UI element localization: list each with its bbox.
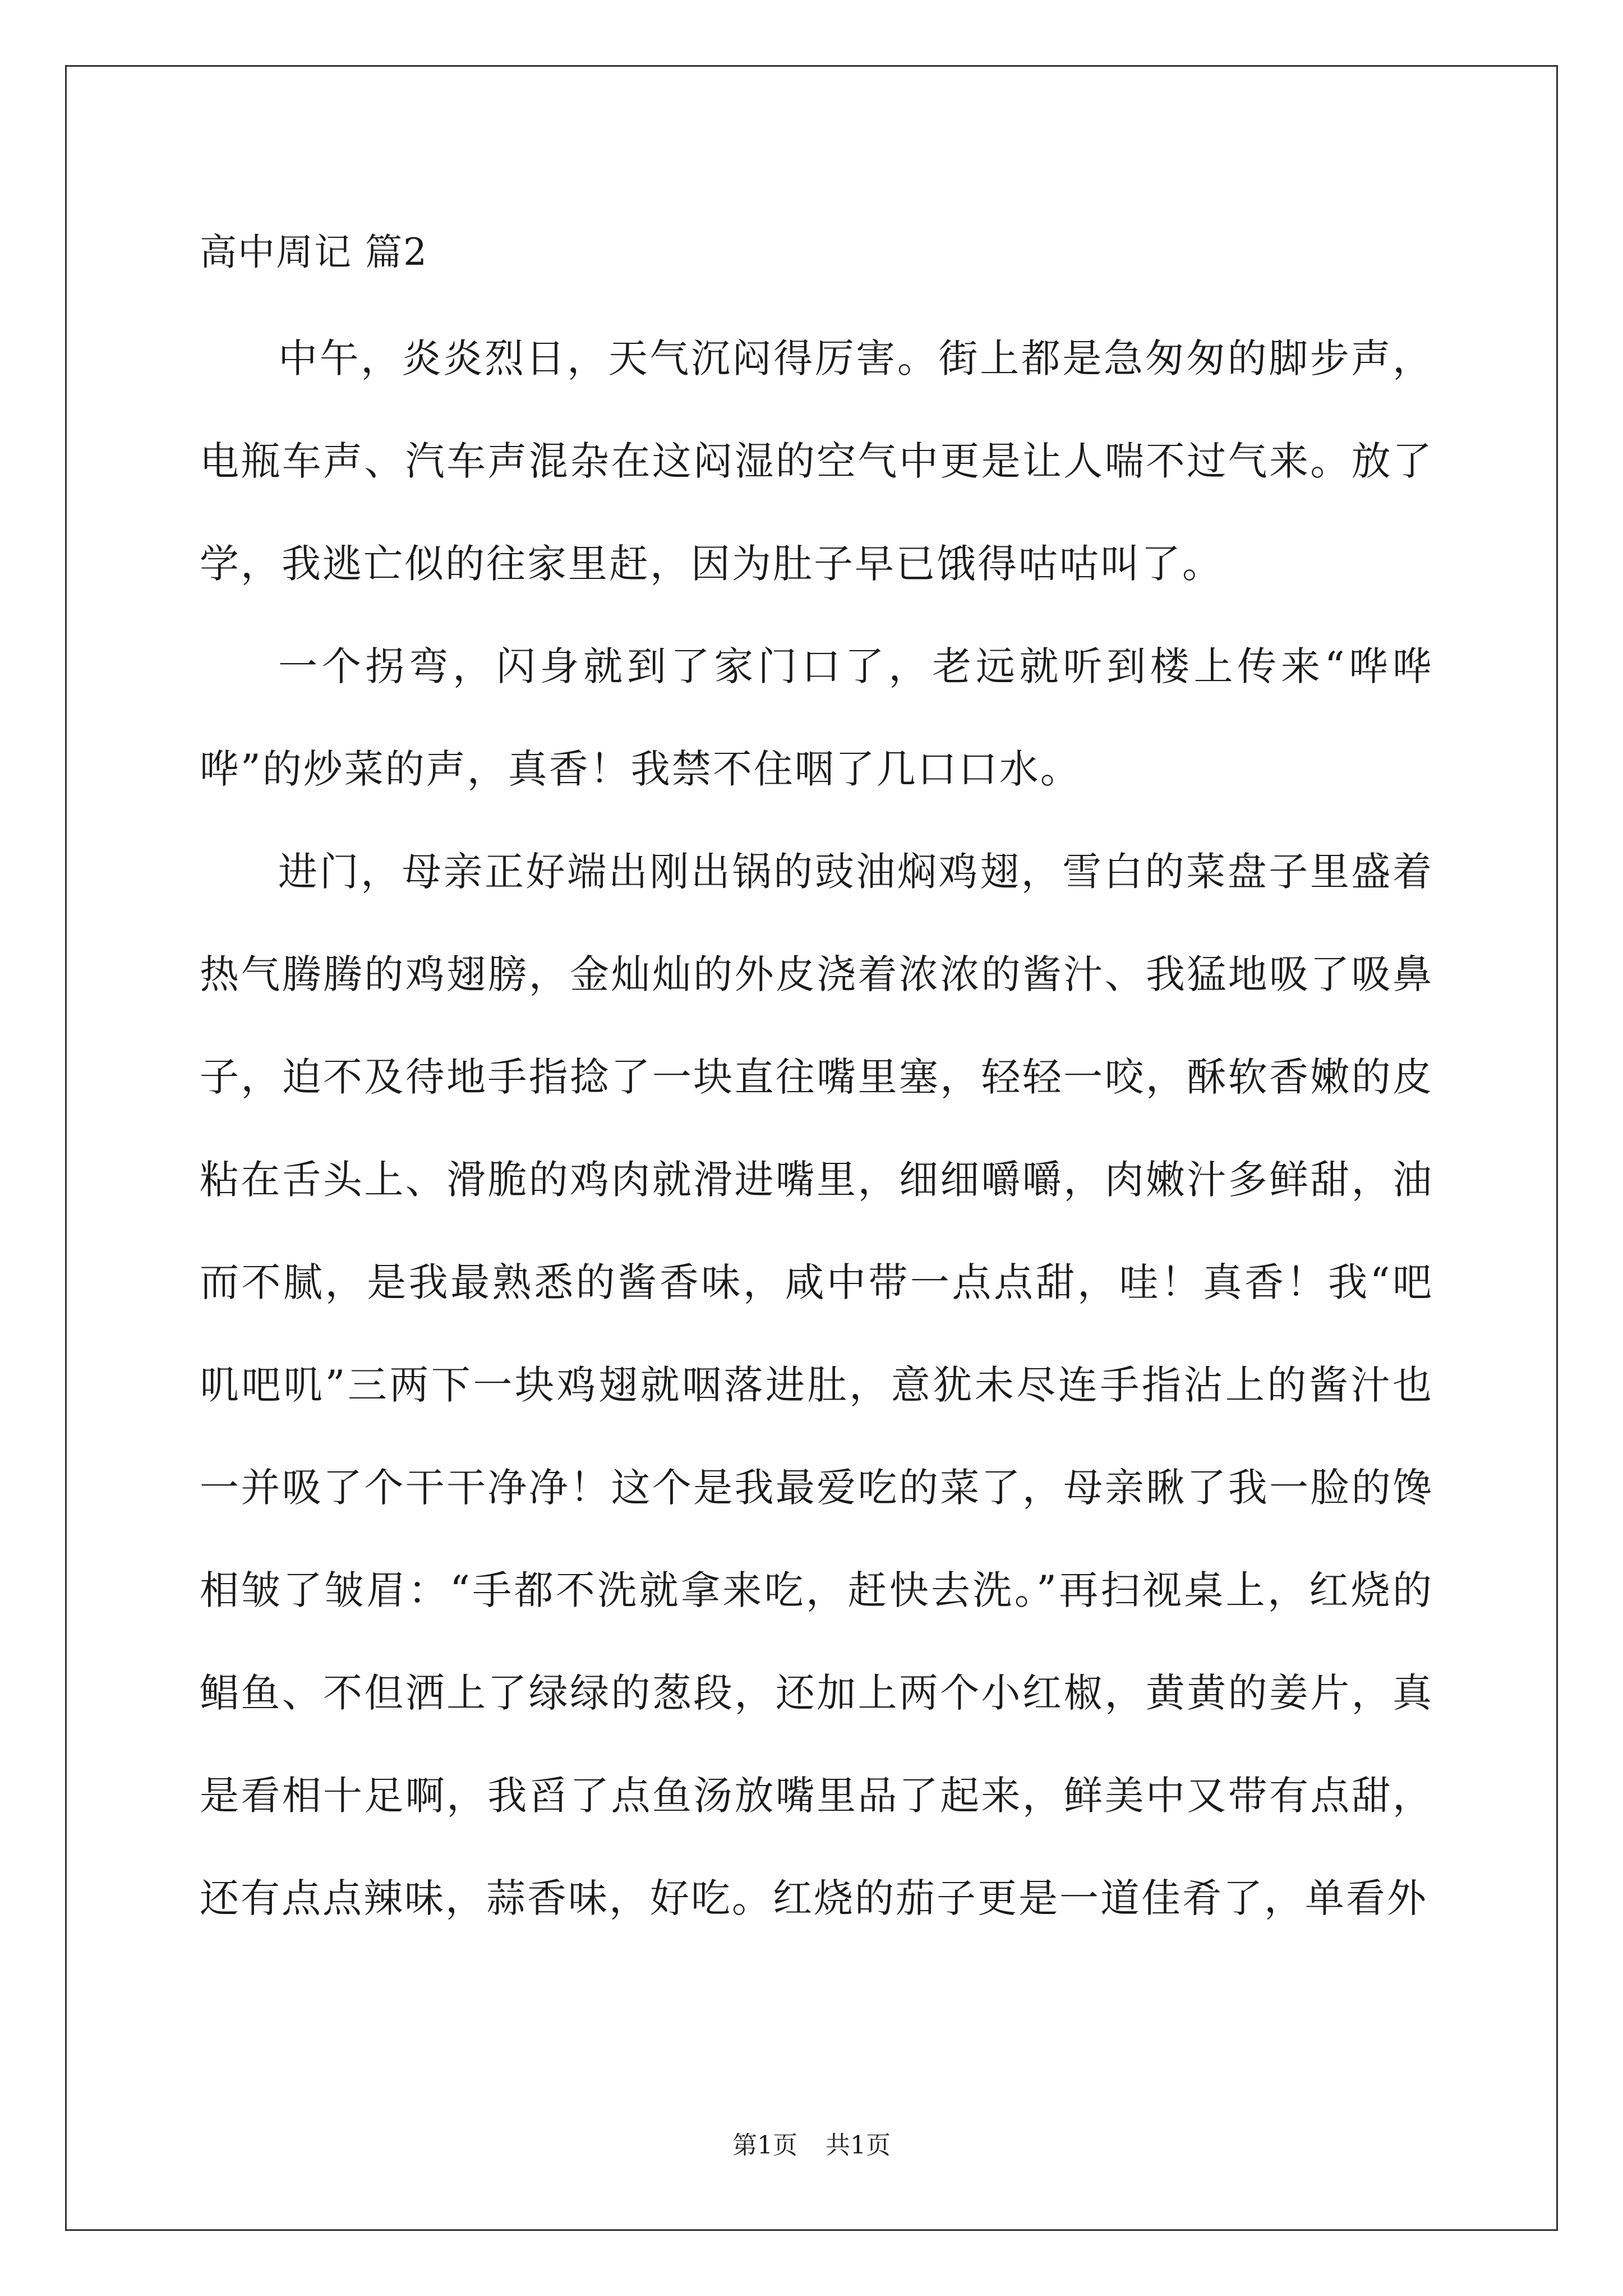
page-number: 第1页 xyxy=(732,2131,797,2160)
paragraph-3: 进门，母亲正好端出刚出锅的豉油焖鸡翅，雪白的菜盘子里盛着热气腾腾的鸡翅膀，金灿灿的外皮浇着浓浓的酱汁、我猛地吸了吸鼻子，迫不及待地手指捻了一块直往嘴里塞，轻轻一咬，酥软香嫩的皮粘在舌头上、滑脆的鸡肉就滑进嘴里，细细嚼嚼，肉嫩汁多鲜甜，油而不腻，是我最熟悉的酱香味，咸中带一点点甜，哇！真香！我“吧叽吧叽”三两下一块鸡翅就咽落进肚，意犹未尽连手指沾上的酱汁也一并吸了个干干净净！这个是我最爱吃的菜了，母亲瞅了我一脸的馋相皱了皱眉：“手都不洗就拿来吃，赶快去洗。”再扫视桌上，红烧的鲳鱼、不但洒上了绿绿的葱段，还加上两个小红椒，黄黄的姜片，真是看相十足啊，我舀了点鱼汤放嘴里品了起来，鲜美中又带有点甜，还有点点辣味，蒜香味，好吃。红烧的茄子更是一道佳肴了，单看外 xyxy=(200,849,1433,1921)
document-body xyxy=(200,213,1433,1950)
page-footer xyxy=(0,2129,1623,2162)
page-total: 共1页 xyxy=(826,2131,891,2160)
document-title: 高中周记 篇2 xyxy=(200,231,428,274)
paragraph-2: 一个拐弯，闪身就到了家门口了，老远就听到楼上传来“哗哗哗”的炒菜的声，真香！我禁不住咽了几口口水。 xyxy=(200,643,1433,792)
paragraph-1: 中午，炎炎烈日，天气沉闷得厉害。街上都是急匆匆的脚步声，电瓶车声、汽车声混杂在这闷湿的空气中更是让人喘不过气来。放了学，我逃亡似的往家里赶，因为肚子早已饿得咕咕叫了。 xyxy=(200,335,1433,587)
